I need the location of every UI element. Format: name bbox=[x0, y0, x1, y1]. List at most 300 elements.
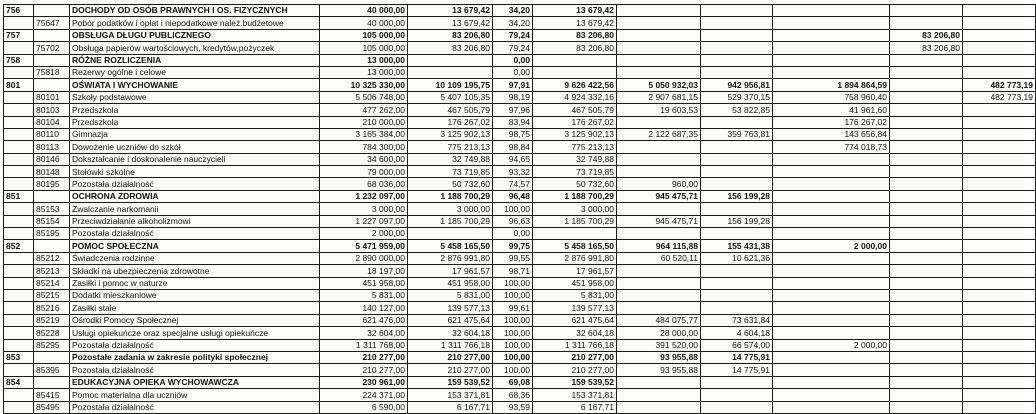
salaries-cell: 93 955,88 bbox=[617, 351, 701, 363]
debt-service-cell bbox=[890, 128, 963, 140]
salary-charges-cell bbox=[701, 153, 773, 165]
salary-charges-cell bbox=[701, 42, 773, 54]
plan-amount-cell: 105 000,00 bbox=[320, 29, 408, 41]
plan-amount-cell: 230 961,00 bbox=[320, 376, 408, 388]
execution-percent-cell: 0,00 bbox=[493, 54, 533, 66]
grants-cell bbox=[773, 42, 890, 54]
item-name-cell: OŚWIATA I WYCHOWANIE bbox=[70, 79, 320, 91]
item-name-cell: DOCHODY OD OSÓB PRAWNYCH I OS. FIZYCZNYCH bbox=[70, 5, 320, 17]
debt-service-cell bbox=[890, 327, 963, 339]
current-expenses-cell: 50 732,60 bbox=[533, 178, 617, 190]
chapter-row bbox=[4, 66, 1036, 78]
executed-amount-cell: 139 577,13 bbox=[408, 302, 493, 314]
debt-service-cell bbox=[890, 215, 963, 227]
chapter-code-cell: 80148 bbox=[34, 166, 70, 178]
current-expenses-cell: 159 539,52 bbox=[533, 376, 617, 388]
current-expenses-cell: 83 206,80 bbox=[533, 29, 617, 41]
salary-charges-cell bbox=[701, 29, 773, 41]
chapter-code-cell: 80113 bbox=[34, 141, 70, 153]
grants-cell bbox=[773, 351, 890, 363]
chapter-code-cell: 85215 bbox=[34, 289, 70, 301]
salary-charges-cell: 53 822,85 bbox=[701, 104, 773, 116]
chapter-code-cell: 85216 bbox=[34, 302, 70, 314]
execution-percent-cell: 94,65 bbox=[493, 153, 533, 165]
chapter-row bbox=[4, 327, 1036, 339]
salary-charges-cell bbox=[701, 166, 773, 178]
grants-cell bbox=[773, 289, 890, 301]
chapter-code-cell: 75702 bbox=[34, 42, 70, 54]
chapter-code-cell: 75818 bbox=[34, 66, 70, 78]
chapter-row bbox=[4, 364, 1036, 376]
section-code-cell bbox=[4, 42, 34, 54]
chapter-code-cell: 85219 bbox=[34, 314, 70, 326]
chapter-row bbox=[4, 91, 1036, 103]
grants-cell bbox=[773, 277, 890, 289]
debt-service-cell bbox=[890, 289, 963, 301]
item-name-cell: OBSŁUGA DŁUGU PUBLICZNEGO bbox=[70, 29, 320, 41]
section-code-cell bbox=[4, 302, 34, 314]
chapter-code-cell bbox=[34, 5, 70, 17]
item-name-cell: Zasiłki i pomoc w naturze bbox=[70, 277, 320, 289]
grants-cell bbox=[773, 178, 890, 190]
grants-cell: 1 894 864,59 bbox=[773, 79, 890, 91]
current-expenses-cell: 2 876 991,80 bbox=[533, 252, 617, 264]
section-row bbox=[4, 79, 1036, 91]
grants-cell bbox=[773, 327, 890, 339]
debt-service-cell bbox=[890, 203, 963, 215]
item-name-cell: Dodatki mieszkaniowe bbox=[70, 289, 320, 301]
chapter-code-cell bbox=[34, 79, 70, 91]
debt-service-cell bbox=[890, 190, 963, 202]
grants-cell bbox=[773, 364, 890, 376]
executed-amount-cell: 32 749,88 bbox=[408, 153, 493, 165]
salary-charges-cell: 942 956,81 bbox=[701, 79, 773, 91]
executed-amount-cell: 1 185 700,29 bbox=[408, 215, 493, 227]
investment-cell bbox=[963, 116, 1036, 128]
investment-cell bbox=[963, 203, 1036, 215]
grants-cell: 41 961,60 bbox=[773, 104, 890, 116]
execution-percent-cell: 99,75 bbox=[493, 240, 533, 252]
executed-amount-cell: 83 206,80 bbox=[408, 42, 493, 54]
grants-cell bbox=[773, 228, 890, 240]
item-name-cell: Dokształcanie i doskonalenie nauczycieli bbox=[70, 153, 320, 165]
investment-cell bbox=[963, 364, 1036, 376]
debt-service-cell bbox=[890, 401, 963, 413]
executed-amount-cell: 1 311 766,18 bbox=[408, 339, 493, 351]
salary-charges-cell: 156 199,28 bbox=[701, 215, 773, 227]
investment-cell: 482 773,19 bbox=[963, 79, 1036, 91]
salaries-cell: 5 050 932,03 bbox=[617, 79, 701, 91]
grants-cell bbox=[773, 302, 890, 314]
item-name-cell: Ośrodki Pomocy Społecznej bbox=[70, 314, 320, 326]
executed-amount-cell: 5 407 105,35 bbox=[408, 91, 493, 103]
salaries-cell: 60 520,11 bbox=[617, 252, 701, 264]
investment-cell bbox=[963, 153, 1036, 165]
execution-percent-cell: 98,71 bbox=[493, 265, 533, 277]
item-name-cell: Świadczenia rodzinne bbox=[70, 252, 320, 264]
investment-cell bbox=[963, 54, 1036, 66]
budget-execution-table bbox=[3, 4, 1036, 414]
plan-amount-cell: 5 831,00 bbox=[320, 289, 408, 301]
salaries-cell bbox=[617, 29, 701, 41]
salaries-cell bbox=[617, 203, 701, 215]
debt-service-cell bbox=[890, 91, 963, 103]
current-expenses-cell: 210 277,00 bbox=[533, 364, 617, 376]
grants-cell bbox=[773, 376, 890, 388]
execution-percent-cell: 34,20 bbox=[493, 17, 533, 29]
salaries-cell bbox=[617, 66, 701, 78]
current-expenses-cell: 3 125 902,13 bbox=[533, 128, 617, 140]
executed-amount-cell: 3 125 902,13 bbox=[408, 128, 493, 140]
salary-charges-cell bbox=[701, 401, 773, 413]
salary-charges-cell: 14 775,91 bbox=[701, 351, 773, 363]
section-code-cell bbox=[4, 252, 34, 264]
current-expenses-cell: 1 185 700,29 bbox=[533, 215, 617, 227]
chapter-code-cell bbox=[34, 190, 70, 202]
plan-amount-cell: 451 958,00 bbox=[320, 277, 408, 289]
executed-amount-cell: 1 188 700,29 bbox=[408, 190, 493, 202]
executed-amount-cell: 73 719,85 bbox=[408, 166, 493, 178]
investment-cell bbox=[963, 389, 1036, 401]
debt-service-cell bbox=[890, 66, 963, 78]
investment-cell bbox=[963, 128, 1036, 140]
execution-percent-cell: 99,61 bbox=[493, 302, 533, 314]
executed-amount-cell: 210 277,00 bbox=[408, 364, 493, 376]
execution-percent-cell: 97,96 bbox=[493, 104, 533, 116]
current-expenses-cell bbox=[533, 66, 617, 78]
item-name-cell: Rezerwy ogólne i celowe bbox=[70, 66, 320, 78]
executed-amount-cell: 13 679,42 bbox=[408, 5, 493, 17]
current-expenses-cell: 13 679,42 bbox=[533, 5, 617, 17]
executed-amount-cell: 3 000,00 bbox=[408, 203, 493, 215]
executed-amount-cell: 5 458 165,50 bbox=[408, 240, 493, 252]
chapter-code-cell: 85153 bbox=[34, 203, 70, 215]
debt-service-cell bbox=[890, 166, 963, 178]
section-code-cell bbox=[4, 228, 34, 240]
chapter-code-cell bbox=[34, 54, 70, 66]
executed-amount-cell: 176 267,02 bbox=[408, 116, 493, 128]
section-code-cell: 801 bbox=[4, 79, 34, 91]
executed-amount-cell: 13 679,42 bbox=[408, 17, 493, 29]
chapter-row bbox=[4, 141, 1036, 153]
current-expenses-cell bbox=[533, 228, 617, 240]
debt-service-cell bbox=[890, 5, 963, 17]
grants-cell bbox=[773, 66, 890, 78]
salaries-cell: 2 122 687,35 bbox=[617, 128, 701, 140]
investment-cell bbox=[963, 240, 1036, 252]
grants-cell bbox=[773, 29, 890, 41]
plan-amount-cell: 13 000,00 bbox=[320, 66, 408, 78]
current-expenses-cell: 13 679,42 bbox=[533, 17, 617, 29]
plan-amount-cell: 140 127,00 bbox=[320, 302, 408, 314]
chapter-code-cell: 80195 bbox=[34, 178, 70, 190]
salaries-cell bbox=[617, 265, 701, 277]
current-expenses-cell: 176 267,02 bbox=[533, 116, 617, 128]
execution-percent-cell: 98,19 bbox=[493, 91, 533, 103]
grants-cell bbox=[773, 190, 890, 202]
investment-cell bbox=[963, 66, 1036, 78]
grants-cell: 2 000,00 bbox=[773, 240, 890, 252]
item-name-cell: Przedszkola bbox=[70, 116, 320, 128]
investment-cell bbox=[963, 277, 1036, 289]
chapter-code-cell: 80146 bbox=[34, 153, 70, 165]
salary-charges-cell bbox=[701, 141, 773, 153]
plan-amount-cell: 210 277,00 bbox=[320, 351, 408, 363]
item-name-cell: Pomoc materialna dla uczniów bbox=[70, 389, 320, 401]
section-code-cell: 852 bbox=[4, 240, 34, 252]
salaries-cell: 945 475,71 bbox=[617, 215, 701, 227]
salaries-cell: 964 115,88 bbox=[617, 240, 701, 252]
chapter-code-cell: 85195 bbox=[34, 228, 70, 240]
section-code-cell bbox=[4, 265, 34, 277]
section-code-cell bbox=[4, 116, 34, 128]
section-row bbox=[4, 376, 1036, 388]
section-code-cell bbox=[4, 314, 34, 326]
chapter-row bbox=[4, 289, 1036, 301]
plan-amount-cell: 3 165 384,00 bbox=[320, 128, 408, 140]
section-code-cell bbox=[4, 289, 34, 301]
chapter-code-cell: 85415 bbox=[34, 389, 70, 401]
salaries-cell: 28 000,00 bbox=[617, 327, 701, 339]
execution-percent-cell: 100,00 bbox=[493, 351, 533, 363]
chapter-code-cell: 85213 bbox=[34, 265, 70, 277]
salaries-cell bbox=[617, 302, 701, 314]
grants-cell bbox=[773, 203, 890, 215]
salaries-cell: 945 475,71 bbox=[617, 190, 701, 202]
execution-percent-cell: 96,48 bbox=[493, 190, 533, 202]
executed-amount-cell bbox=[408, 54, 493, 66]
execution-percent-cell: 93,59 bbox=[493, 401, 533, 413]
plan-amount-cell: 224 371,00 bbox=[320, 389, 408, 401]
section-code-cell bbox=[4, 91, 34, 103]
grants-cell bbox=[773, 153, 890, 165]
salaries-cell bbox=[617, 401, 701, 413]
grants-cell bbox=[773, 17, 890, 29]
chapter-code-cell: 80103 bbox=[34, 104, 70, 116]
chapter-code-cell: 85495 bbox=[34, 401, 70, 413]
execution-percent-cell: 100,00 bbox=[493, 364, 533, 376]
debt-service-cell bbox=[890, 17, 963, 29]
executed-amount-cell: 32 604,18 bbox=[408, 327, 493, 339]
salaries-cell: 960,00 bbox=[617, 178, 701, 190]
current-expenses-cell bbox=[533, 54, 617, 66]
section-code-cell bbox=[4, 339, 34, 351]
investment-cell bbox=[963, 339, 1036, 351]
debt-service-cell bbox=[890, 178, 963, 190]
salary-charges-cell: 155 431,38 bbox=[701, 240, 773, 252]
executed-amount-cell: 159 539,52 bbox=[408, 376, 493, 388]
executed-amount-cell: 6 167,71 bbox=[408, 401, 493, 413]
executed-amount-cell bbox=[408, 228, 493, 240]
executed-amount-cell: 5 831,00 bbox=[408, 289, 493, 301]
debt-service-cell bbox=[890, 153, 963, 165]
section-code-cell: 853 bbox=[4, 351, 34, 363]
chapter-code-cell: 85212 bbox=[34, 252, 70, 264]
execution-percent-cell: 83,94 bbox=[493, 116, 533, 128]
execution-percent-cell: 0,00 bbox=[493, 66, 533, 78]
table-body bbox=[4, 5, 1036, 414]
section-code-cell: 756 bbox=[4, 5, 34, 17]
chapter-code-cell: 85214 bbox=[34, 277, 70, 289]
salaries-cell bbox=[617, 289, 701, 301]
execution-percent-cell: 97,91 bbox=[493, 79, 533, 91]
plan-amount-cell: 68 036,00 bbox=[320, 178, 408, 190]
investment-cell bbox=[963, 141, 1036, 153]
current-expenses-cell: 5 831,00 bbox=[533, 289, 617, 301]
executed-amount-cell: 153 371,81 bbox=[408, 389, 493, 401]
salary-charges-cell: 73 631,84 bbox=[701, 314, 773, 326]
execution-percent-cell: 69,08 bbox=[493, 376, 533, 388]
plan-amount-cell: 784 300,00 bbox=[320, 141, 408, 153]
investment-cell bbox=[963, 42, 1036, 54]
investment-cell bbox=[963, 29, 1036, 41]
item-name-cell: Usługi opiekuńcze oraz specjalne usługi opiekuńcze bbox=[70, 327, 320, 339]
debt-service-cell bbox=[890, 79, 963, 91]
grants-cell bbox=[773, 389, 890, 401]
grants-cell bbox=[773, 215, 890, 227]
salary-charges-cell bbox=[701, 203, 773, 215]
plan-amount-cell: 10 325 330,00 bbox=[320, 79, 408, 91]
item-name-cell: Dowożenie uczniów do szkół bbox=[70, 141, 320, 153]
debt-service-cell bbox=[890, 141, 963, 153]
investment-cell: 482 773,19 bbox=[963, 91, 1036, 103]
item-name-cell: RÓŻNE ROZLICZENIA bbox=[70, 54, 320, 66]
salary-charges-cell: 4 604,18 bbox=[701, 327, 773, 339]
item-name-cell: Zasiłki stałe bbox=[70, 302, 320, 314]
salary-charges-cell: 10 621,36 bbox=[701, 252, 773, 264]
item-name-cell: Pozostała działalność bbox=[70, 178, 320, 190]
plan-amount-cell: 2 890 000,00 bbox=[320, 252, 408, 264]
chapter-row bbox=[4, 166, 1036, 178]
debt-service-cell bbox=[890, 240, 963, 252]
item-name-cell: Składki na ubezpieczenia zdrowotne bbox=[70, 265, 320, 277]
section-row bbox=[4, 240, 1036, 252]
current-expenses-cell: 451 958,00 bbox=[533, 277, 617, 289]
chapter-row bbox=[4, 17, 1036, 29]
item-name-cell: Gimnazja bbox=[70, 128, 320, 140]
debt-service-cell: 83 206,80 bbox=[890, 42, 963, 54]
salaries-cell bbox=[617, 141, 701, 153]
salaries-cell bbox=[617, 54, 701, 66]
chapter-row bbox=[4, 314, 1036, 326]
debt-service-cell: 83 206,80 bbox=[890, 29, 963, 41]
salaries-cell bbox=[617, 277, 701, 289]
section-code-cell bbox=[4, 17, 34, 29]
executed-amount-cell: 17 961,57 bbox=[408, 265, 493, 277]
executed-amount-cell bbox=[408, 66, 493, 78]
current-expenses-cell: 153 371,81 bbox=[533, 389, 617, 401]
plan-amount-cell: 5 471 959,00 bbox=[320, 240, 408, 252]
grants-cell bbox=[773, 54, 890, 66]
section-code-cell bbox=[4, 389, 34, 401]
debt-service-cell bbox=[890, 376, 963, 388]
chapter-code-cell: 85228 bbox=[34, 327, 70, 339]
chapter-row bbox=[4, 265, 1036, 277]
salary-charges-cell bbox=[701, 376, 773, 388]
chapter-row bbox=[4, 153, 1036, 165]
current-expenses-cell: 73 719,85 bbox=[533, 166, 617, 178]
execution-percent-cell: 79,24 bbox=[493, 42, 533, 54]
item-name-cell: Przedszkola bbox=[70, 104, 320, 116]
current-expenses-cell: 17 961,57 bbox=[533, 265, 617, 277]
execution-percent-cell: 96,63 bbox=[493, 215, 533, 227]
investment-cell bbox=[963, 17, 1036, 29]
grants-cell bbox=[773, 265, 890, 277]
item-name-cell: Obsługa papierów wartościowych, kredytów,pożyczek bbox=[70, 42, 320, 54]
section-code-cell bbox=[4, 203, 34, 215]
chapter-code-cell bbox=[34, 376, 70, 388]
item-name-cell: OCHRONA ZDROWIA bbox=[70, 190, 320, 202]
item-name-cell: Pozostała działalność bbox=[70, 228, 320, 240]
salaries-cell bbox=[617, 42, 701, 54]
chapter-code-cell: 85395 bbox=[34, 364, 70, 376]
chapter-code-cell bbox=[34, 29, 70, 41]
chapter-row bbox=[4, 401, 1036, 413]
salary-charges-cell bbox=[701, 228, 773, 240]
execution-percent-cell: 98,75 bbox=[493, 128, 533, 140]
chapter-row bbox=[4, 178, 1036, 190]
current-expenses-cell: 1 188 700,29 bbox=[533, 190, 617, 202]
salaries-cell bbox=[617, 389, 701, 401]
current-expenses-cell: 775 213,13 bbox=[533, 141, 617, 153]
chapter-row bbox=[4, 302, 1036, 314]
salary-charges-cell bbox=[701, 178, 773, 190]
investment-cell bbox=[963, 376, 1036, 388]
investment-cell bbox=[963, 401, 1036, 413]
item-name-cell: Pobór podatków i opłat i niepodatkowe należ.budżetowe bbox=[70, 17, 320, 29]
executed-amount-cell: 451 958,00 bbox=[408, 277, 493, 289]
section-code-cell bbox=[4, 104, 34, 116]
section-code-cell bbox=[4, 66, 34, 78]
plan-amount-cell: 5 506 748,00 bbox=[320, 91, 408, 103]
execution-percent-cell: 100,00 bbox=[493, 314, 533, 326]
debt-service-cell bbox=[890, 116, 963, 128]
execution-percent-cell: 100,00 bbox=[493, 339, 533, 351]
chapter-code-cell: 75647 bbox=[34, 17, 70, 29]
plan-amount-cell: 13 000,00 bbox=[320, 54, 408, 66]
section-code-cell bbox=[4, 401, 34, 413]
item-name-cell: Pozostała działalność bbox=[70, 339, 320, 351]
item-name-cell: Pozostałe zadania w zakresie polityki społecznej bbox=[70, 351, 320, 363]
debt-service-cell bbox=[890, 389, 963, 401]
chapter-code-cell: 85154 bbox=[34, 215, 70, 227]
plan-amount-cell: 2 000,00 bbox=[320, 228, 408, 240]
item-name-cell: Zwalczanie narkomanii bbox=[70, 203, 320, 215]
plan-amount-cell: 40 000,00 bbox=[320, 5, 408, 17]
executed-amount-cell: 210 277,00 bbox=[408, 351, 493, 363]
section-code-cell: 854 bbox=[4, 376, 34, 388]
chapter-row bbox=[4, 128, 1036, 140]
current-expenses-cell: 6 167,71 bbox=[533, 401, 617, 413]
investment-cell bbox=[963, 178, 1036, 190]
investment-cell bbox=[963, 166, 1036, 178]
salary-charges-cell bbox=[701, 302, 773, 314]
execution-percent-cell: 74,57 bbox=[493, 178, 533, 190]
salary-charges-cell: 156 199,28 bbox=[701, 190, 773, 202]
executed-amount-cell: 2 876 991,80 bbox=[408, 252, 493, 264]
plan-amount-cell: 105 000,00 bbox=[320, 42, 408, 54]
investment-cell bbox=[963, 314, 1036, 326]
chapter-row bbox=[4, 116, 1036, 128]
salaries-cell: 19 603,53 bbox=[617, 104, 701, 116]
grants-cell bbox=[773, 5, 890, 17]
current-expenses-cell: 9 626 422,56 bbox=[533, 79, 617, 91]
item-name-cell: Szkoły podstawowe bbox=[70, 91, 320, 103]
plan-amount-cell: 210 000,00 bbox=[320, 116, 408, 128]
executed-amount-cell: 50 732,60 bbox=[408, 178, 493, 190]
chapter-code-cell: 85295 bbox=[34, 339, 70, 351]
salaries-cell: 391 520,00 bbox=[617, 339, 701, 351]
